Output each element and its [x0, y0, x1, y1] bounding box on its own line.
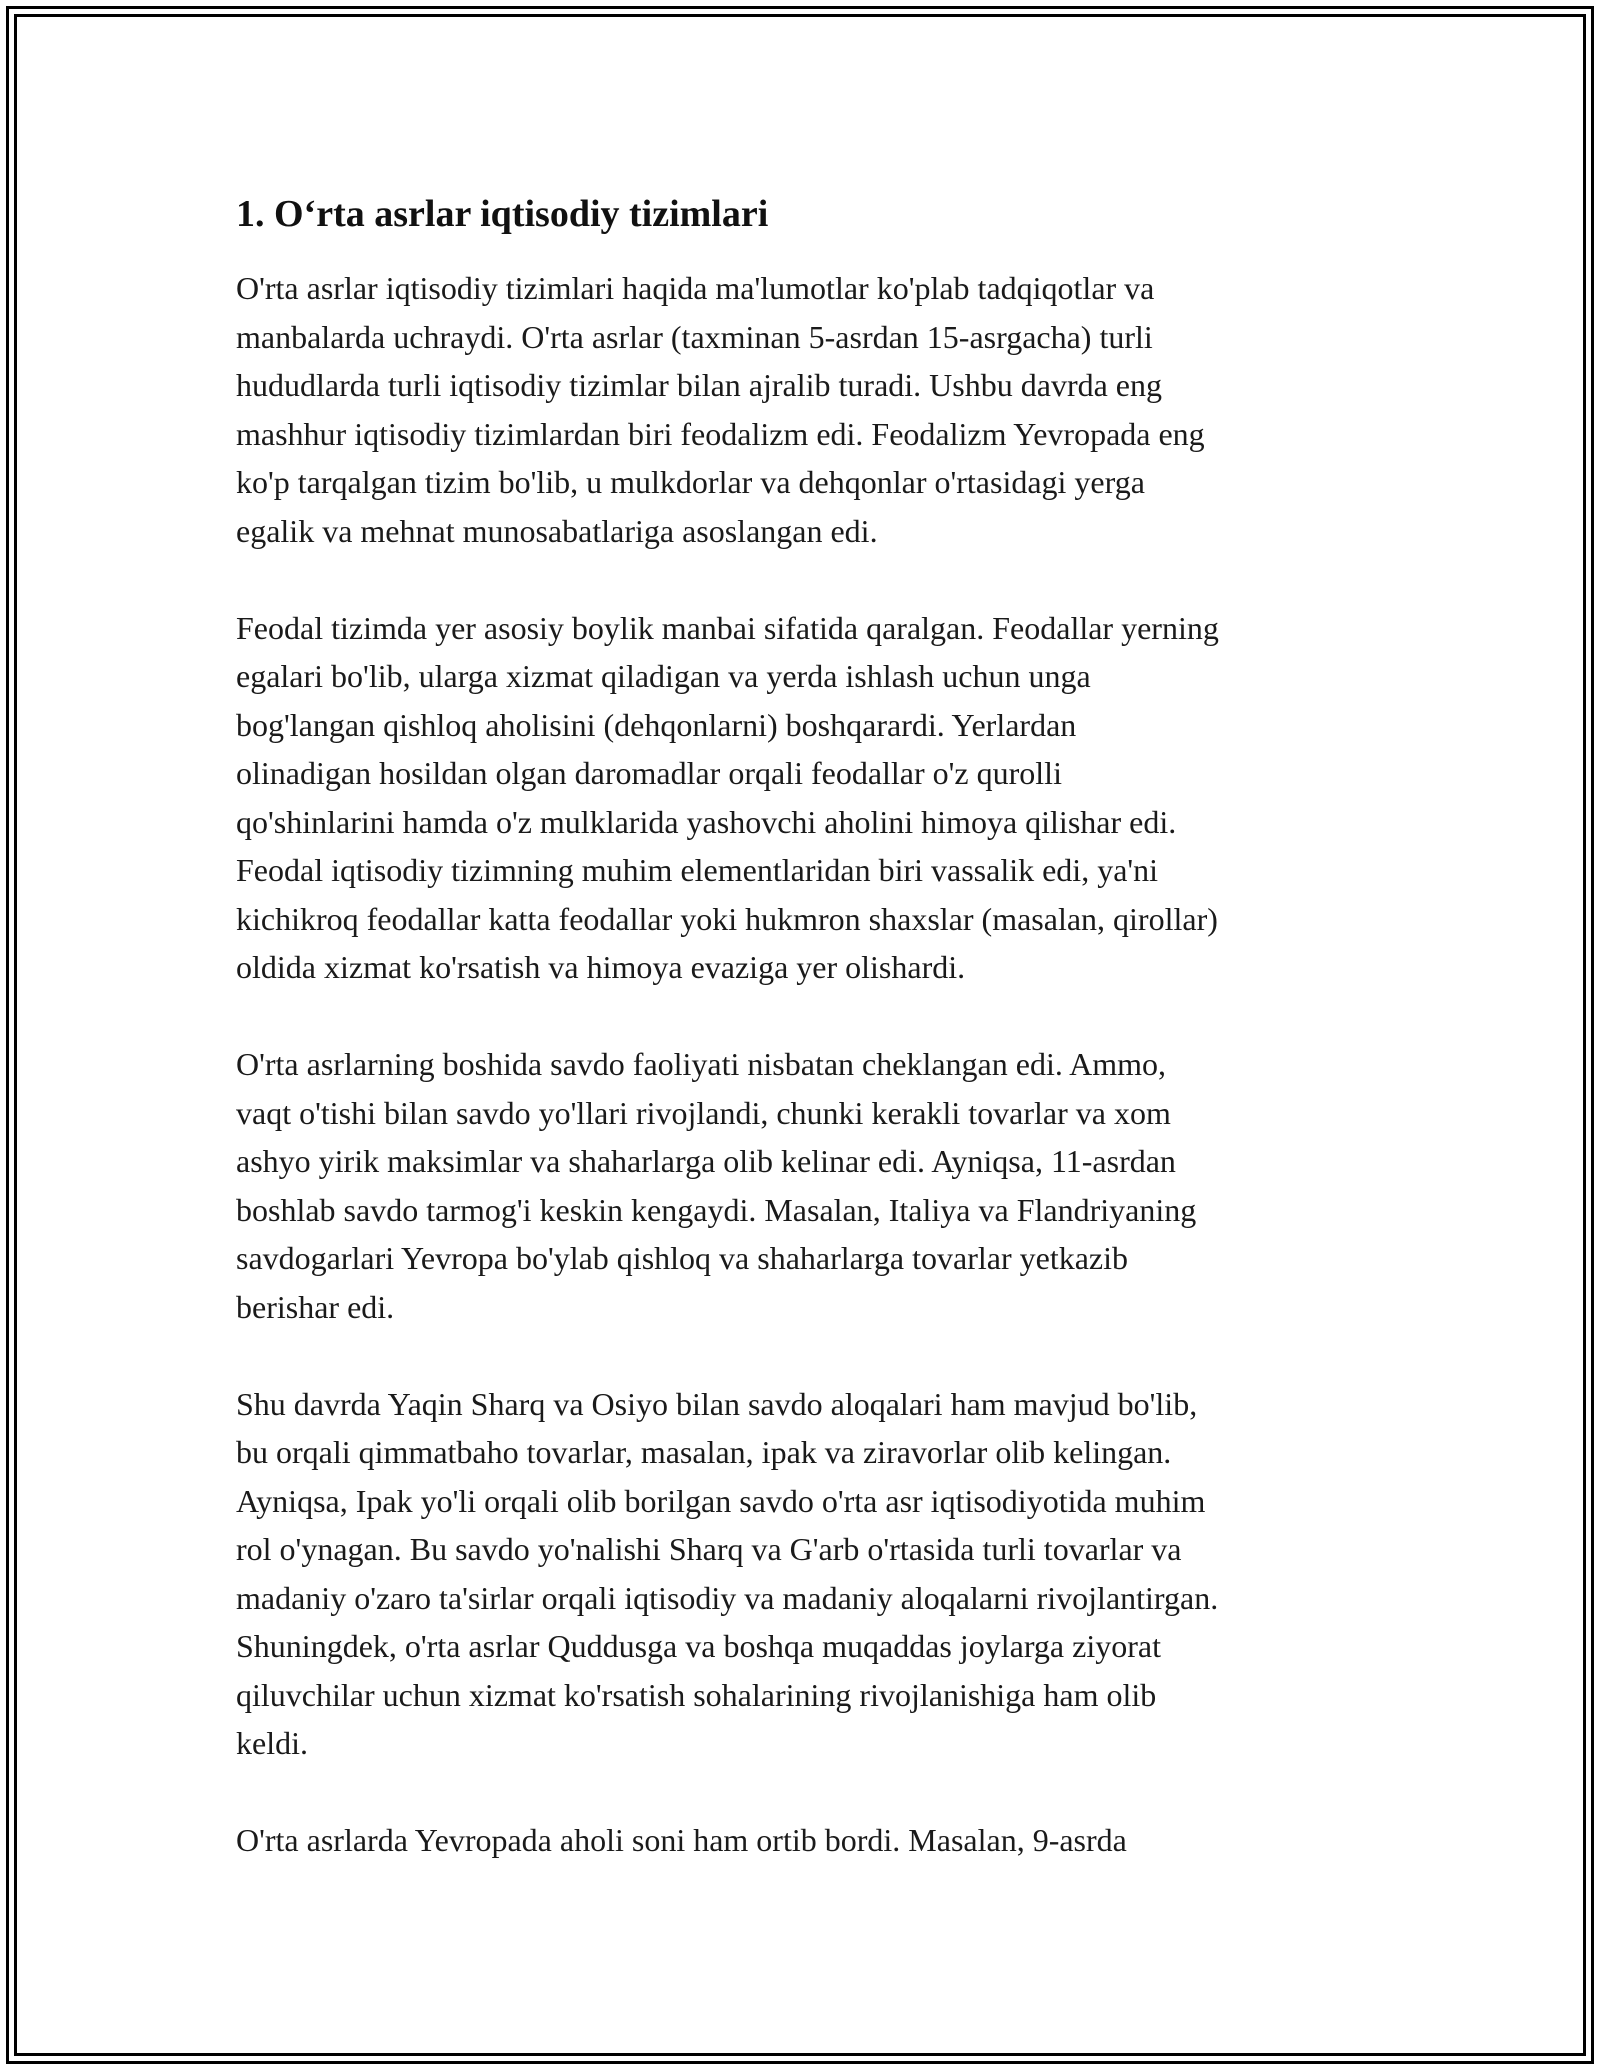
paragraph-2	[236, 604, 1376, 992]
text-line: ashyo yirik maksimlar va shaharlarga olib kelinar edi. Ayniqsa, 11-asrdan	[236, 1143, 1176, 1179]
document-body	[236, 186, 1376, 1913]
text-line: egalari bo'lib, ularga xizmat qiladigan va yerda ishlash uchun unga	[236, 658, 1091, 694]
text-line: O'rta asrlarning boshida savdo faoliyati nisbatan cheklangan edi. Ammo,	[236, 1046, 1166, 1082]
text-line: bog'langan qishloq aholisini (dehqonlarni) boshqarardi. Yerlardan	[236, 706, 1077, 743]
text-line: qo'shinlarini hamda o'z mulklarida yashovchi aholini himoya qilishar edi.	[236, 803, 1177, 840]
text-line: egalik va mehnat munosabatlariga asoslangan edi.	[236, 512, 878, 549]
paragraph-5	[236, 1816, 1376, 1865]
text-line: O'rta asrlar iqtisodiy tizimlari haqida ma'lumotlar ko'plab tadqiqotlar va	[236, 270, 1155, 306]
text-line: Shu davrda Yaqin Sharq va Osiyo bilan savdo aloqalari ham mavjud bo'lib,	[236, 1385, 1198, 1422]
text-line: ko'p tarqalgan tizim bo'lib, u mulkdorlar va dehqonlar o'rtasidagi yerga	[236, 464, 1145, 500]
paragraph-3	[236, 1040, 1376, 1331]
text-line: kichikroq feodallar katta feodallar yoki hukmron shaxslar (masalan, qirollar)	[236, 900, 1218, 937]
text-line: hududlarda turli iqtisodiy tizimlar bilan ajralib turadi. Ushbu davrda eng	[236, 367, 1162, 403]
text-line: manbalarda uchraydi. O'rta asrlar (taxminan 5-asrdan 15-asrgacha) turli	[236, 318, 1153, 355]
text-line: qiluvchilar uchun xizmat ko'rsatish sohalarining rivojlanishiga ham olib	[236, 1676, 1157, 1713]
text-line: berishar edi.	[236, 1288, 395, 1325]
text-line: olinadigan hosildan olgan daromadlar orqali feodallar o'z qurolli	[236, 755, 1062, 791]
paragraph-1	[236, 264, 1376, 555]
text-line: rol o'ynagan. Bu savdo yo'nalishi Sharq va G'arb o'rtasida turli tovarlar va	[236, 1531, 1182, 1567]
text-line: Ayniqsa, Ipak yo'li orqali olib borilgan savdo o'rta asr iqtisodiyotida muhim	[236, 1482, 1206, 1519]
text-line: boshlab savdo tarmog'i keskin kengaydi. Masalan, Italiya va Flandriyaning	[236, 1191, 1197, 1228]
text-line: Shuningdek, o'rta asrlar Quddusga va boshqa muqaddas joylarga ziyorat	[236, 1628, 1161, 1664]
text-line: savdogarlari Yevropa bo'ylab qishloq va shaharlarga tovarlar yetkazib	[236, 1240, 1129, 1276]
paragraph-4	[236, 1380, 1376, 1768]
text-line: oldida xizmat ko'rsatish va himoya evaziga yer olishardi.	[236, 949, 966, 985]
text-line: bu orqali qimmatbaho tovarlar, masalan, ipak va ziravorlar olib kelingan.	[236, 1434, 1172, 1470]
section-heading: 1. O‘rta asrlar iqtisodiy tizimlari	[236, 193, 769, 235]
text-line: O'rta asrlarda Yevropada aholi soni ham ortib bordi. Masalan, 9-asrda	[236, 1822, 1127, 1858]
text-line: Feodal iqtisodiy tizimning muhim elementlaridan biri vassalik edi, ya'ni	[236, 852, 1159, 888]
text-line: vaqt o'tishi bilan savdo yo'llari rivojlandi, chunki kerakli tovarlar va xom	[236, 1094, 1171, 1131]
text-line: mashhur iqtisodiy tizimlardan biri feodalizm edi. Feodalizm Yevropada eng	[236, 415, 1205, 452]
text-line: madaniy o'zaro ta'sirlar orqali iqtisodiy va madaniy aloqalarni rivojlantirgan.	[236, 1579, 1219, 1616]
text-line: Feodal tizimda yer asosiy boylik manbai sifatida qaralgan. Feodallar yerning	[236, 609, 1219, 646]
text-line: keldi.	[236, 1725, 308, 1761]
